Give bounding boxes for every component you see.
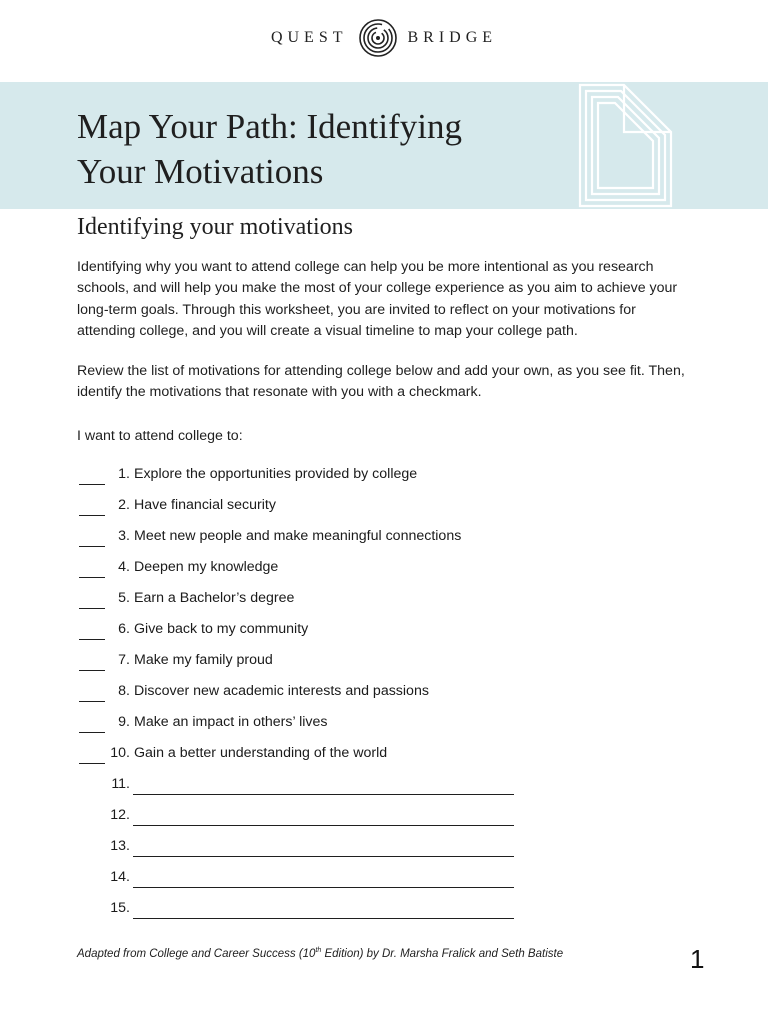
list-item xyxy=(77,583,697,614)
write-in-line[interactable] xyxy=(133,887,514,888)
list-item-blank xyxy=(77,769,697,800)
item-text: Meet new people and make meaningful connections xyxy=(134,528,462,544)
list-item xyxy=(77,645,697,676)
checkmark-blank[interactable] xyxy=(79,484,105,485)
item-text: Have financial security xyxy=(134,497,276,513)
item-number: 7. xyxy=(118,652,130,668)
item-number: 6. xyxy=(118,621,130,637)
checkmark-blank[interactable] xyxy=(79,515,105,516)
list-item xyxy=(77,521,697,552)
questbridge-logo xyxy=(0,18,768,58)
list-item-blank xyxy=(77,800,697,831)
item-number: 11. xyxy=(111,776,130,792)
title-line-2: Your Motivations xyxy=(77,152,324,191)
write-in-line[interactable] xyxy=(133,918,514,919)
item-number: 15. xyxy=(110,900,130,916)
page-number: 1 xyxy=(690,944,705,974)
document-icon xyxy=(576,82,676,209)
checkmark-blank[interactable] xyxy=(79,701,105,702)
list-item xyxy=(77,614,697,645)
page-title xyxy=(77,104,462,194)
item-number: 14. xyxy=(110,869,130,885)
list-item-blank xyxy=(77,831,697,862)
list-item xyxy=(77,738,697,769)
item-text: Make an impact in others’ lives xyxy=(134,714,328,730)
logo-word-quest: QUEST xyxy=(270,29,348,46)
checkmark-blank[interactable] xyxy=(79,670,105,671)
checkmark-blank[interactable] xyxy=(79,732,105,733)
item-text: Gain a better understanding of the world xyxy=(134,745,388,761)
list-item xyxy=(77,490,697,521)
item-text: Explore the opportunities provided by college xyxy=(134,466,418,482)
item-number: 10. xyxy=(110,745,130,761)
item-number: 8. xyxy=(118,683,130,699)
item-text: Earn a Bachelor’s degree xyxy=(134,590,295,606)
write-in-line[interactable] xyxy=(133,825,514,826)
checkmark-blank[interactable] xyxy=(79,546,105,547)
instructions-paragraph: Review the list of motivations for attending college below and add your own, as you see fit. Then, identify the motivations that resonate with you with a checkmark. xyxy=(77,363,685,401)
logo-maze-icon xyxy=(358,18,398,58)
item-number: 2. xyxy=(118,497,130,513)
section-title: Identifying your motivations xyxy=(77,214,353,240)
checkmark-blank[interactable] xyxy=(79,639,105,640)
item-text: Give back to my community xyxy=(134,621,309,637)
motivations-list xyxy=(77,459,697,924)
item-text: Deepen my knowledge xyxy=(134,559,279,575)
intro-paragraph: Identifying why you want to attend college can help you be more intentional as you research schools, and will help you make the most of your college experience as you aim to achieve your long-term goals. Through this worksheet, you are invited to reflect on your motivations for attending college, and you will create a visual timeline to map your college path. xyxy=(77,259,678,339)
title-banner xyxy=(0,82,768,209)
item-number: 13. xyxy=(110,838,130,854)
citation-superscript: th xyxy=(315,947,322,954)
list-item-blank xyxy=(77,862,697,893)
citation-text-end: Edition) by Dr. Marsha Fralick and Seth Batiste xyxy=(321,947,564,960)
item-text: Make my family proud xyxy=(134,652,273,668)
list-prompt: I want to attend college to: xyxy=(77,428,243,444)
logo-word-bridge: BRIDGE xyxy=(407,29,498,46)
item-number: 3. xyxy=(118,528,130,544)
item-text: Discover new academic interests and passions xyxy=(134,683,429,699)
list-item xyxy=(77,707,697,738)
list-item-blank xyxy=(77,893,697,924)
write-in-line[interactable] xyxy=(133,856,514,857)
item-number: 4. xyxy=(118,559,130,575)
checkmark-blank[interactable] xyxy=(79,608,105,609)
item-number: 1. xyxy=(118,466,130,482)
list-item xyxy=(77,459,697,490)
list-item xyxy=(77,552,697,583)
citation-note xyxy=(77,947,563,960)
item-number: 12. xyxy=(110,807,130,823)
title-line-1: Map Your Path: Identifying xyxy=(77,107,462,146)
citation-text-start: Adapted from College and Career Success (10 xyxy=(77,947,316,960)
list-item xyxy=(77,676,697,707)
item-number: 5. xyxy=(118,590,130,606)
checkmark-blank[interactable] xyxy=(79,763,105,764)
write-in-line[interactable] xyxy=(133,794,514,795)
checkmark-blank[interactable] xyxy=(79,577,105,578)
item-number: 9. xyxy=(118,714,130,730)
